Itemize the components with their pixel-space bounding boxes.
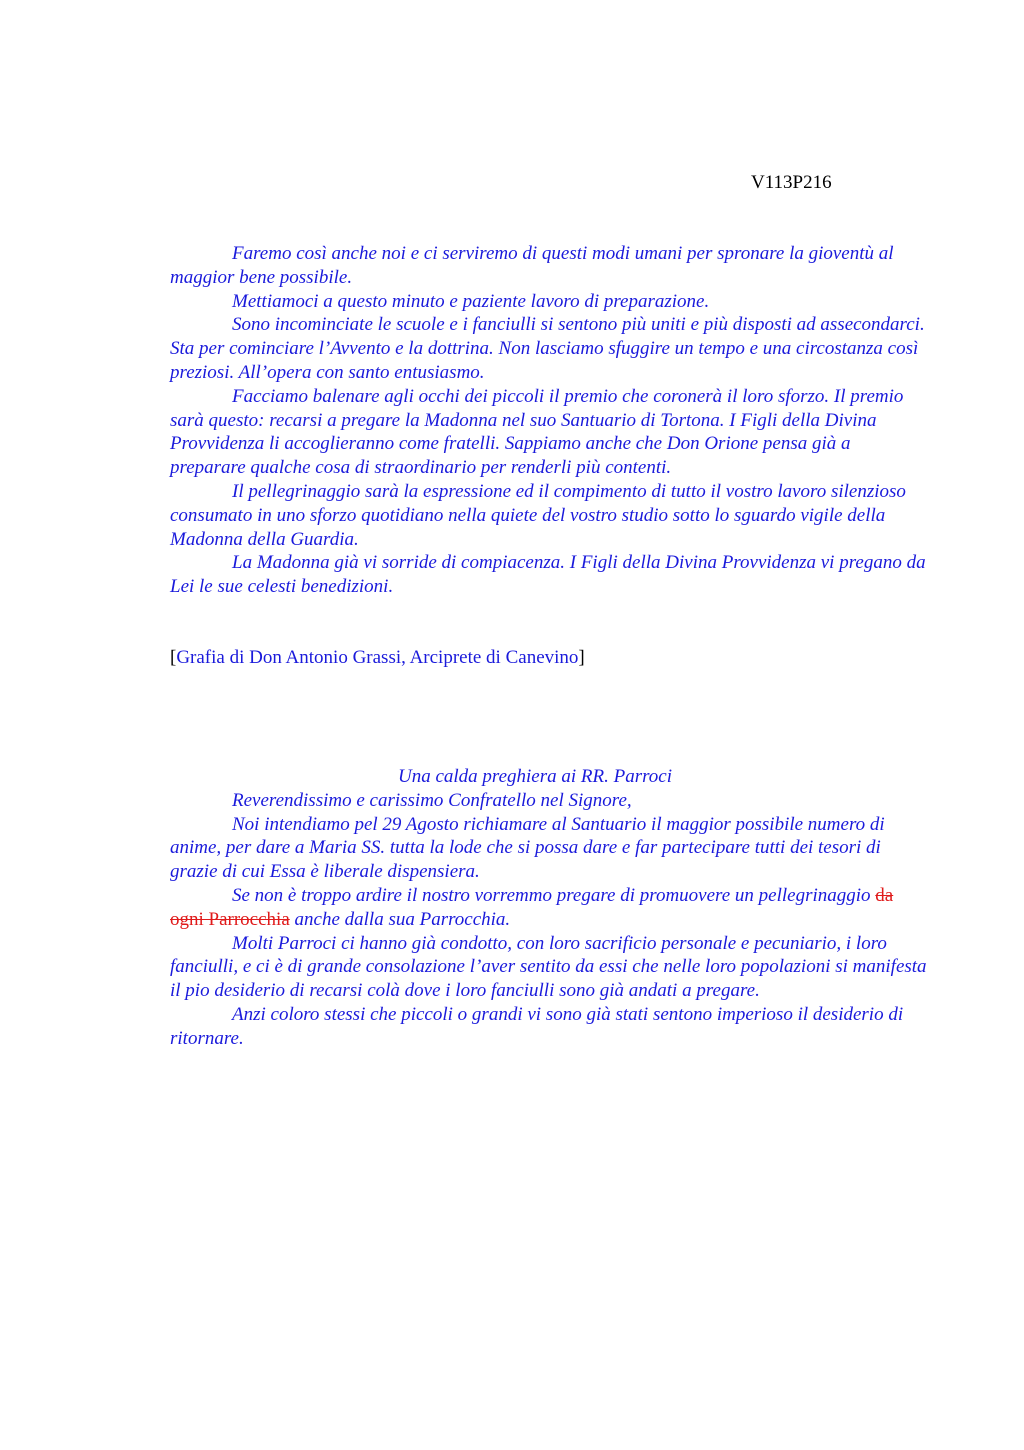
note-close-bracket: ] [578,647,585,668]
paragraph: Facciamo balenare agli occhi dei piccoli il premio che coronerà il loro sforzo. Il premio sarà questo: recarsi a pregare la Madonna nel suo Santuario di Tortona. I Figli della Divina Provvidenza li accoglieranno come fratelli. Sappiamo anche che Don Orione pensa già a preparare qualche cosa di straordinario per renderli più contenti. [170,385,904,479]
paragraph-with-deletion [170,884,930,932]
note-open-bracket: [ [170,647,177,668]
section-two [170,765,930,1051]
note-text: Grafia di Don Antonio Grassi, Arciprete di Canevino [176,647,579,668]
paragraph: La Madonna già vi sorride di compiacenza. I Figli della Divina Provvidenza vi pregano da Lei le sue celesti benedizioni. [170,552,926,598]
paragraph: Molti Parroci ci hanno già condotto, con loro sacrificio personale e pecuniario, i loro fanciulli, e ci è di grande consolazione l’aver sentito da essi che nelle loro popolazioni si manifesta il pio desiderio di recarsi colà dove i loro fanciulli sono già andati a pregare. [170,932,927,1002]
deleted-text: da ogni Parrocchia [170,884,894,930]
page-reference: V113P216 [751,172,832,193]
paragraph: Anzi coloro stessi che piccoli o grandi vi sono già stati sentono imperioso il desiderio di ritornare. [170,1003,904,1049]
text-before-deletion: Se non è troppo ardire il nostro vorremmo pregare di promuovere un pellegrinaggio [232,884,871,906]
text-after-deletion: anche dalla sua Parrocchia. [294,908,511,930]
paragraph: Mettiamoci a questo minuto e paziente lavoro di preparazione. [232,290,710,312]
section-title: Una calda preghiera ai RR. Parroci [397,766,673,787]
section-one [170,242,930,599]
paragraph: Noi intendiamo pel 29 Agosto richiamare al Santuario il maggior possibile numero di anime, per dare a Maria SS. tutta la lode che si possa dare e far partecipare tutti dei tesori di grazie di cui Essa è liberale dispensiera. [170,813,885,883]
greeting: Reverendissimo e carissimo Confratello nel Signore, [232,789,632,811]
paragraph: Il pellegrinaggio sarà la espressione ed il compimento di tutto il vostro lavoro silenzioso consumato in uno sforzo quotidiano nella quiete del vostro studio sotto lo sguardo vigile della Madonna della Guardia. [170,480,906,550]
paragraph: Sono incominciate le scuole e i fanciulli si sentono più uniti e più disposti ad assecondarci. Sta per cominciare l’Avvento e la dottrina. Non lasciamo sfuggire un tempo e una circostanza così preziosi. All’opera con santo entusiasmo. [170,314,925,383]
paragraph: Faremo così anche noi e ci serviremo di questi modi umani per spronare la gioventù al maggior bene possibile. [170,243,894,288]
handwriting-note [170,646,585,669]
